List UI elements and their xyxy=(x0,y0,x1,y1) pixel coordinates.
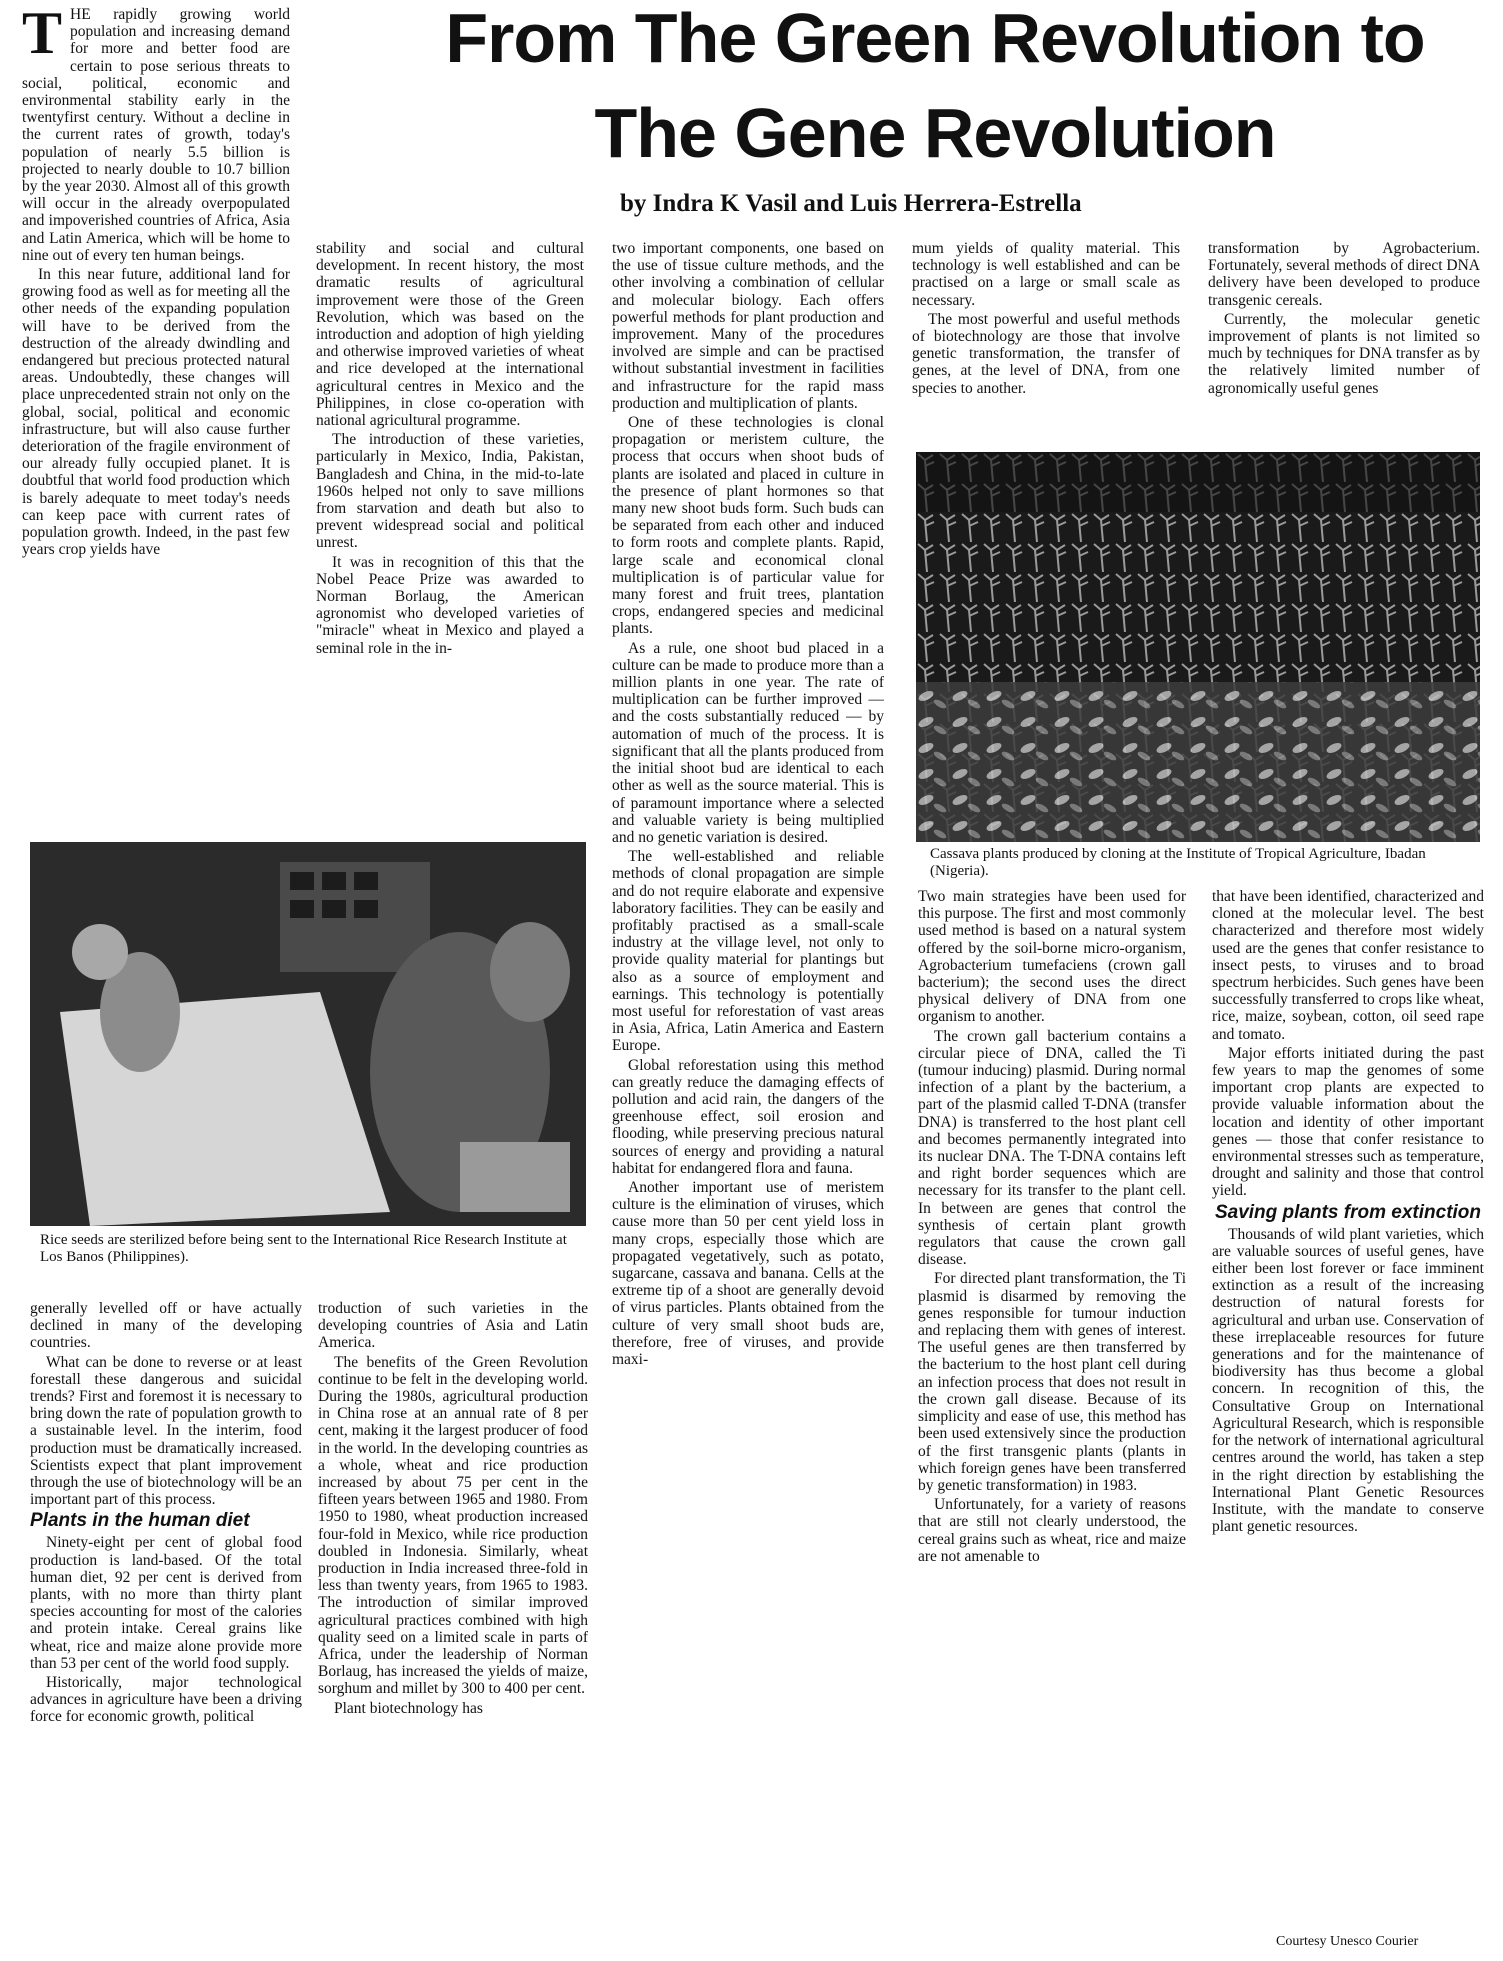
paragraph: Another important use of meristem culture is the elimination of viruses, which cause more than 50 per cent yield loss in many crops, especially those which are propagated vegetatively, such as potato, sugarcane, cassava and banana. Cells at the extreme tip of a shoot are generally devoid of virus particles. Plants obtained from the culture of very small shoot buds are, therefore, free of viruses, and provide maxi- xyxy=(612,1178,884,1368)
cassava-photo xyxy=(916,452,1480,842)
paragraph: The crown gall bacterium contains a circular piece of DNA, called the Ti (tumour inducing) plasmid. During normal infection of a plant by the bacterium, a part of the plasmid called T-DNA (transfer DNA) is transferred to the host plant cell and becomes permanently integrated into its nuclear DNA. The T-DNA contains left and right border sequences which are necessary for its transfer to the plant cell. In between are genes that control the synthesis of certain plant growth regulators that cause the crown gall disease. xyxy=(918,1027,1186,1269)
paragraph: Currently, the molecular genetic improvement of plants is not limited so much by techniques for DNA transfer as by the relatively limited number of agronomically useful genes xyxy=(1208,310,1480,397)
paragraph: Historically, major technological advances in agriculture have been a driving force for economic growth, political xyxy=(30,1674,302,1726)
paragraph: What can be done to reverse or at least forestall these dangerous and suicidal trends? First and foremost it is necessary to bring down the rate of population growth to a sustainable level. In the interim, food production must be dramatically increased. Scientists expect that plant improvement through the use of biotechnology will be an important part of this process. xyxy=(30,1353,302,1509)
paragraph: two important components, one based on the use of tissue culture methods, and the other involving a combination of cellular and molecular biology. Each offers powerful methods for plant production and improvement. Many of the procedures involved are simple and can be practised without substantial investment in facilities and infrastructure for the rapid mass production and multiplication of plants. xyxy=(612,240,884,412)
paragraph: The well-established and reliable methods of clonal propagation are simple and do not require elaborate and expensive laboratory facilities. They can be easily and profitably practised as a small-scale industry at the village level, not only to provide quality material for plantings but also as a source of employment and earnings. This technology is potentially most useful for reforestation of vast areas in Asia, Africa, Latin America and Eastern Europe. xyxy=(612,848,884,1055)
column-1-bottom xyxy=(30,1300,302,1956)
paragraph: It was in recognition of this that the Nobel Peace Prize was awarded to Norman Borlaug, the American agronomist who developed varieties of "miracle" wheat in Mexico and played a seminal role in the in- xyxy=(316,553,584,657)
paragraph: Global reforestation using this method can greatly reduce the damaging effects of pollution and acid rain, the dangers of the greenhouse effect, soil erosion and flooding, while preserving precious natural sources of energy and providing a natural habitat for endangered flora and fauna. xyxy=(612,1056,884,1177)
section-heading: Saving plants from extinction xyxy=(1214,1201,1482,1223)
column-4-bottom xyxy=(918,888,1186,1956)
rice-seeds-photo xyxy=(30,842,586,1226)
paragraph: that have been identified, characterized and cloned at the molecular level. The best characterized and therefore most widely used are the genes that confer resistance to insect pests, to viruses and to broad spectrum herbicides. Such genes have been successfully transferred to crops like wheat, rice, maize, soybean, cotton, oil seed rape and tomato. xyxy=(1212,888,1484,1043)
paragraph: Plant biotechnology has xyxy=(334,1699,483,1717)
paragraph: The most powerful and useful methods of biotechnology are those that involve genetic transformation, the transfer of genes, at the level of DNA, from one species to another. xyxy=(912,310,1180,397)
rice-caption: Rice seeds are sterilized before being sent to the International Rice Research Institute at Los Banos (Philippines). xyxy=(40,1232,567,1265)
paragraph: Ninety-eight per cent of global food production is land-based. Of the total human diet, 92 per cent is derived from plants, with no more than thirty plant species accounting for most of the calories and protein intake. Cereal grains like wheat, rice and maize alone provide more than 53 per cent of the world food supply. xyxy=(30,1534,302,1672)
paragraph: For directed plant transformation, the Ti plasmid is disarmed by removing the genes responsible for tumour induction and replacing them with genes of interest. The useful genes are then transferred by the bacterium to the host plant cell during an infection process that does not result in the crown gall disease. Because of its simplicity and ease of use, this method has been used extensively since the production of the first transgenic plants (plants in which foreign genes have been transferred by genetic transformation) in 1983. xyxy=(918,1270,1186,1494)
paragraph: Major efforts initiated during the past few years to map the genomes of some important crop plants are expected to provide valuable information about the location and identity of other important genes — those that confer resistance to environmental stresses such as temperature, drought and salinity and those that control yield. xyxy=(1212,1044,1484,1200)
paragraph: HE rapidly growing world population and increasing demand for more and better food are certain to pose serious threats to social, political, economic and environmental stability early in the twentyfirst century. Without a decline in the current rates of growth, today's population of nearly 5.5 billion is projected to nearly double to 10.7 billion by the year 2030. Almost all of this growth will occur in the already overpopulated and impoverished countries of Africa, Asia and Latin America, which will be home to nine out of every ten human beings. xyxy=(22,6,290,264)
paragraph: Thousands of wild plant varieties, which are valuable sources of useful genes, have either been lost forever or face imminent extinction as a result of the increasing destruction of natural forests for agricultural and urban use. Conservation of these irreplaceable resources for future generations and for the maintenance of biodiversity has thus become a global concern. In recognition of this, the Consultative Group on International Agricultural Research, which is responsible for the network of international agricultural centres around the world, has taken a step in the right direction by establishing the International Plant Genetic Resources Institute, with the mandate to conserve plant genetic resources. xyxy=(1212,1225,1484,1536)
paragraph: mum yields of quality material. This technology is well established and can be practised on a large or small scale as necessary. xyxy=(912,240,1180,309)
cassava-plants-image xyxy=(916,452,1480,842)
column-3 xyxy=(612,240,884,1952)
paragraph: The introduction of these varieties, particularly in Mexico, India, Pakistan, Bangladesh and China, in the mid-to-late 1960s helped not only to save millions from starvation and death but also to prevent widespread social and political unrest. xyxy=(316,431,584,552)
paragraph: troduction of such varieties in the developing countries of Asia and Latin America. xyxy=(318,1300,588,1352)
credit-line: Courtesy Unesco Courier xyxy=(1276,1934,1419,1949)
byline: by Indra K Vasil and Luis Herrera-Estrella xyxy=(620,190,1082,217)
paragraph: One of these technologies is clonal propagation or meristem culture, the process that occurs when shoot buds of plants are isolated and placed in culture in the presence of plant hormones so that many new shoot buds form. Such buds can be separated from each other and induced to form roots and complete plants. Rapid, large scale and economical clonal multiplication is of particular value for many forest and fruit trees, plantation crops, endangered species and medicinal plants. xyxy=(612,414,884,638)
column-4-top xyxy=(912,240,1180,450)
column-5-bottom xyxy=(1212,888,1484,1930)
cassava-caption: Cassava plants produced by cloning at the Institute of Tropical Agriculture, Ibadan (Nigeria). xyxy=(930,846,1426,879)
paragraph: generally levelled off or have actually declined in many of the developing countries. xyxy=(30,1300,302,1352)
drop-cap: T xyxy=(22,6,63,66)
headline-line-1: From The Green Revolution to xyxy=(445,0,1425,77)
lab-workers-image xyxy=(30,842,586,1226)
paragraph: As a rule, one shoot bud placed in a culture can be made to produce more than a million plants in one year. The rate of multiplication can be further improved — and the costs substantially reduced — by automation of much of the process. It is significant that all the plants produced from the initial shoot bud are identical to each other as well as the source material. This is of paramount importance where a selected and valuable variety is being multiplied and no genetic variation is desired. xyxy=(612,639,884,846)
paragraph: In this near future, additional land for growing food as well as for meeting all the other needs of the expanding population will have to be derived from the destruction of the already dwindling and endangered but precious protected natural areas. Undoubtedly, these changes will place unprecedented strain not only on the global, social, political and economic infrastructure, but will also cause further deterioration of the fragile environment of our already fully occupied planet. It is doubtful that world food production which is barely adequate to meet today's needs can keep pace with current rates of population growth. Indeed, in the past few years crop yields have xyxy=(22,266,290,559)
paragraph: transformation by Agrobacterium. Fortunately, several methods of direct DNA delivery have been developed to produce transgenic cereals. xyxy=(1208,240,1480,309)
paragraph: Unfortunately, for a variety of reasons that are still not clearly understood, the cereal grains such as wheat, rice and maize are not amenable to xyxy=(918,1496,1186,1565)
column-1-top xyxy=(22,6,290,842)
column-2-bottom xyxy=(318,1300,588,1956)
paragraph: Two main strategies have been used for this purpose. The first and most commonly used method is based on a natural system offered by the soil-borne micro-organism, Agrobacterium tumefaciens (crown gall bacterium); the second uses the direct physical delivery of DNA from one organism to another. xyxy=(918,888,1186,1026)
column-2-top xyxy=(316,240,584,842)
headline-line-2: The Gene Revolution xyxy=(594,94,1276,172)
paragraph: stability and social and cultural development. In recent history, the most dramatic results of agricultural improvement were those of the Green Revolution, which was based on the introduction and adoption of high yielding and otherwise improved varieties of wheat and rice developed at the international agricultural centres in Mexico and the Philippines, in close co-operation with national agricultural programme. xyxy=(316,240,584,430)
column-5-top xyxy=(1208,240,1480,450)
paragraph: The benefits of the Green Revolution continue to be felt in the developing world. During the 1980s, agricultural production in China rose at an annual rate of 8 per cent, making it the largest producer of food in the world. In the developing countries as a whole, wheat and rice production increased by about 75 per cent in the fifteen years between 1965 and 1980. From 1950 to 1980, wheat production increased four-fold in Mexico, while rice production doubled in Indonesia. Similarly, wheat production in India increased three-fold in less than twenty years, from 1965 to 1983. The introduction of similar improved agricultural practices combined with high quality seed on a limited scale in parts of Africa, under the leadership of Norman Borlaug, has increased the yields of maize, sorghum and millet by 300 to 400 per cent. xyxy=(318,1353,588,1698)
section-heading: Plants in the human diet xyxy=(30,1510,250,1532)
